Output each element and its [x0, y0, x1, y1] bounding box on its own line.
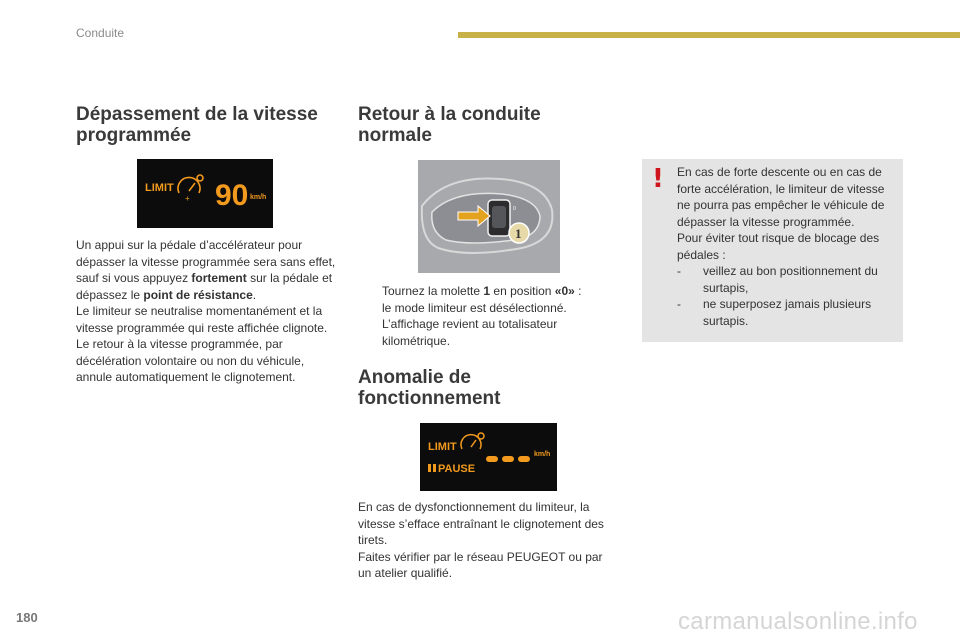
- bullet-icon: [364, 283, 382, 349]
- limiter-fault-display: [420, 423, 557, 491]
- fault-limit-label: LIMIT: [428, 441, 457, 453]
- pause-icon: [428, 464, 436, 472]
- stalk-graphic: [418, 160, 560, 273]
- instruction-bullet: Tournez la molette 1 en position «0» : le mode limiteur est désélectionné. L’affichage revient au totalisateur kilométrique.: [364, 283, 608, 349]
- fault-display-graphic: [420, 423, 557, 491]
- warning-list-item: - veillez au bon positionnement du surtapis,: [677, 264, 878, 295]
- set-speed-value: 90: [215, 179, 249, 212]
- header-accent-bar: [458, 32, 960, 38]
- malfunction-paragraph: En cas de dysfonctionnement du limiteur, la vitesse s’efface entraînant le clignotement des tirets. Faites vérifier par le réseau PEUGEOT ou par un atelier qualifié.: [358, 500, 604, 580]
- speed-unit: km/h: [250, 194, 267, 201]
- warning-exclamation-icon: !: [652, 164, 664, 194]
- speedometer-icon: [178, 175, 203, 203]
- speed-limit-display: [137, 159, 273, 228]
- page-number: 180: [16, 610, 38, 625]
- speed-dashes: [486, 456, 530, 462]
- svg-text:0: 0: [513, 206, 516, 212]
- callout-number: 1: [515, 226, 522, 241]
- malfunction-title: Anomalie de fonctionnement: [358, 367, 501, 409]
- watermark: carmanualsonline.info: [678, 608, 918, 635]
- fault-speed-unit: km/h: [534, 451, 551, 458]
- pause-label: PAUSE: [438, 463, 476, 475]
- return-normal-title: Retour à la conduite normale: [358, 104, 541, 146]
- warning-text: En cas de forte descente ou en cas de forte accélération, le limiteur de vitesse ne pourra pas empêcher le véhicule de dépasser la vitesse programmée. Pour éviter tout risque de blocage des pédales : - veillez au bon positionnement du surtapis, - ne superposez jamais plusieurs surtapis.: [677, 164, 897, 329]
- limit-display-graphic: [137, 159, 273, 228]
- svg-text:+: +: [185, 194, 190, 203]
- warning-list-item: - ne superposez jamais plusieurs surtapis.: [677, 297, 872, 328]
- control-stalk-illustration: [418, 160, 560, 273]
- speedometer-icon: [461, 433, 484, 449]
- limit-label: LIMIT: [145, 182, 174, 194]
- left-section-title: Dépassement de la vitesse programmée: [76, 104, 318, 146]
- section-header: Conduite: [76, 26, 125, 40]
- left-paragraph: Un appui sur la pédale d’accélérateur pour dépasser la vitesse programmée sera sans effet, sauf si vous appuyez fortement sur la pédale et dépassez le point de résistance. Le limiteur se neutralise momentanément et la vitesse programmée qui reste affichée clignote. Le retour à la vitesse programmée, par décélération volontaire ou non du véhicule, annule automatiquement le clignotement.: [76, 238, 336, 384]
